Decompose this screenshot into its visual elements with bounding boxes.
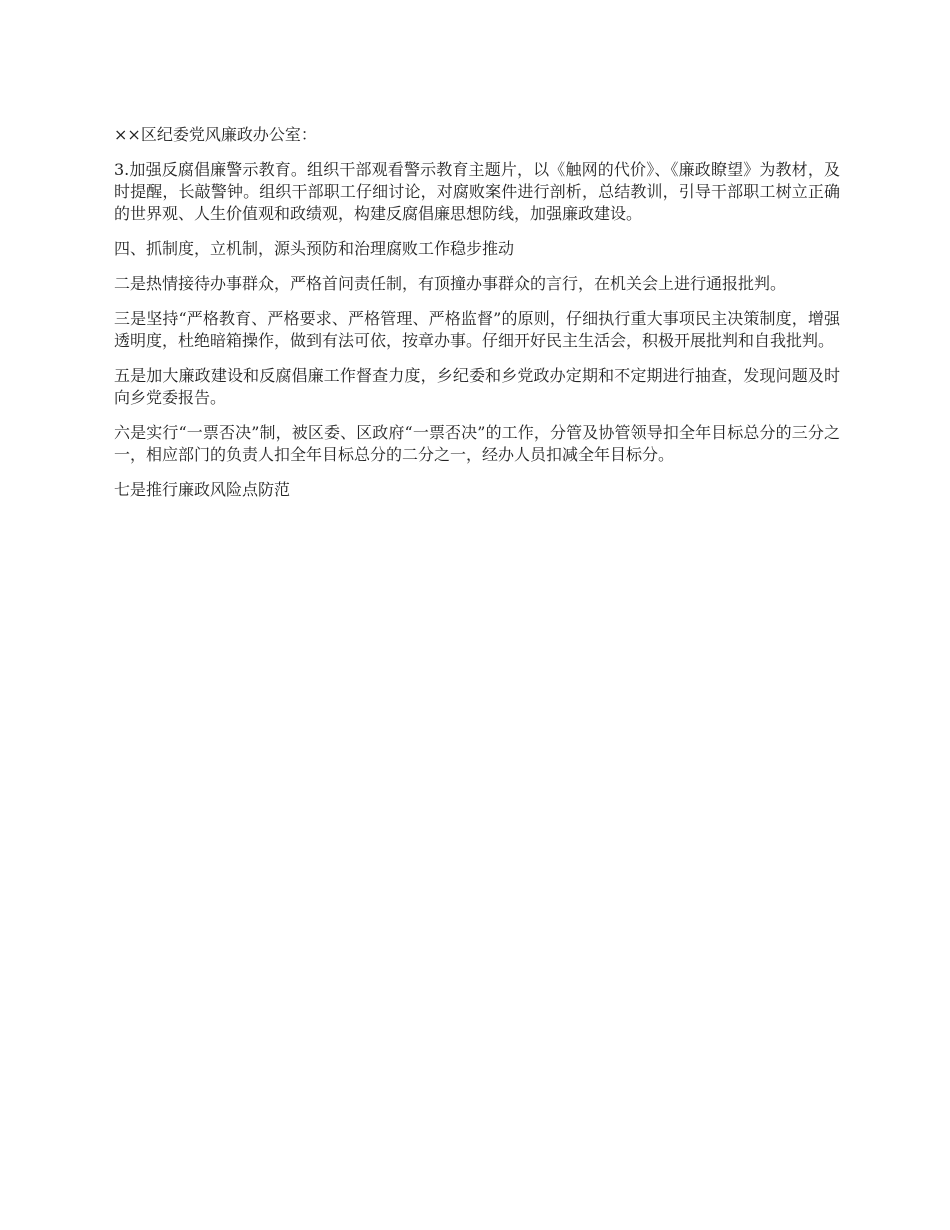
paragraph-item-five: 五是加大廉政建设和反腐倡廉工作督查力度，乡纪委和乡党政办定期和不定期进行抽查，发现问题及时向乡党委报告。 [114,366,840,407]
paragraph-item-two: 二是热情接待办事群众，严格首问责任制，有顶撞办事群众的言行，在机关会上进行通报批判。 [114,274,787,293]
addressee-line: ××区纪委党风廉政办公室： [114,125,317,144]
paragraph-item-six: 六是实行“一票否决”制，被区委、区政府“一票否决”的工作，分管及协管领导扣全年目标总分的三分之一，相应部门的负责人扣全年目标总分的二分之一，经办人员扣减全年目标分。 [114,423,840,464]
paragraph-warning-education: 3.加强反腐倡廉警示教育。组织干部观看警示教育主题片，以《触网的代价》、《廉政瞭望》为教材，及时提醒，长敲警钟。组织干部职工仔细讨论，对腐败案件进行剖析，总结教训，引导干部职工树立正确的世界观、人生价值观和政绩观，构建反腐倡廉思想防线，加强廉政建设。 [114,160,840,223]
paragraph-item-three: 三是坚持“严格教育、严格要求、严格管理、严格监督”的原则，仔细执行重大事项民主决策制度，增强透明度，杜绝暗箱操作，做到有法可依，按章办事。仔细开好民主生活会，积极开展批判和自我批判。 [114,309,840,350]
paragraph-item-seven: 七是推行廉政风险点防范 [114,480,291,499]
section-heading-four: 四、抓制度，立机制，源头预防和治理腐败工作稳步推动 [114,239,515,258]
document-page [114,124,840,514]
